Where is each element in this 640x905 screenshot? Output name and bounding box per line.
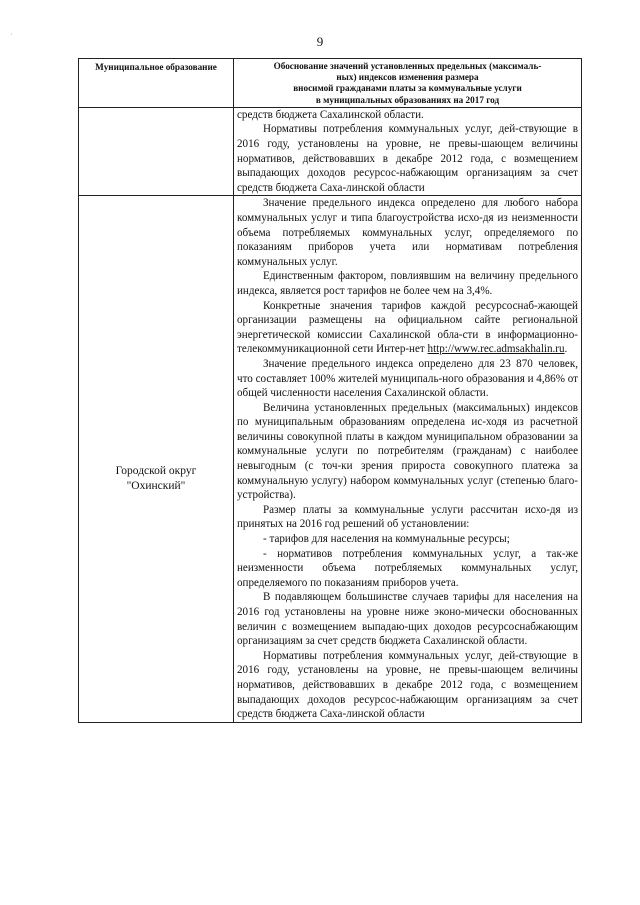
justification-cell: средств бюджета Сахалинской области. Нормативы потребления коммунальных услуг, дей-ствующие в 2016 году, установлены на уровне, не превы-шающем величины нормативов, действовавших в декабре 2012 года, с возмещением выпадающих доходов ресурсос-набжающим организациям за счет средств бюджета Саха-линской области bbox=[234, 107, 582, 196]
rec-website-link[interactable]: http://www.rec.admsakhalin.ru bbox=[427, 343, 565, 356]
table-header-row bbox=[79, 59, 582, 108]
municipality-cell-empty bbox=[79, 107, 234, 196]
table-row bbox=[79, 107, 582, 196]
table-row bbox=[79, 196, 582, 722]
scan-artifact: · bbox=[10, 30, 13, 39]
header-municipality: Муниципальное образование bbox=[79, 59, 234, 108]
justification-table bbox=[78, 58, 582, 723]
municipality-cell: Городской округ "Охинский" bbox=[79, 196, 234, 722]
paragraph-with-link: Конкретные значения тарифов каждой ресурсоснаб-жающей организации размещены на официальном сайте региональной энергетической комиссии Сахалинской обла-сти в информационно-телекоммуникационной сети Интер-нет http://www.rec.admsakhalin.ru. bbox=[237, 299, 578, 356]
page-number: 9 bbox=[316, 34, 324, 49]
header-justification: Обоснование значений установленных предельных (максималь- ных) индексов изменения размера вносимой гражданами платы за коммунальные услуги в муниципальных образованиях на 2017 год bbox=[234, 59, 582, 108]
justification-cell: Значение предельного индекса определено для любого набора коммунальных услуг и типа благоустройства исхо-дя из неизменности объема потребляемых коммунальных услуг, определяемого по показаниям приборов учета или нормативам потребления коммунальных услуг. Единственным фактором, повлиявшим на величину предельного индекса, является рост тарифов не более чем на 3,4%. Конкретные значения тарифов каждой ресурсоснаб-жающей организации размещены на официальном сайте региональной энергетической комиссии Сахалинской обла-сти в информационно-телекоммуникационной сети Интер-нет http://www.rec.admsakhalin.ru. Значение предельного индекса определено для 23 870 человек, что составляет 100% жителей муниципаль-ного образования и 4,86% от общей численности населения Сахалинской области. Величина установленных предельных (максимальных) индексов по муниципальным образованиям определена ис-ходя из расчетной величины совокупной платы в каждом муниципальном образовании за коммунальные услуги по потребителям (гражданам) с наиболее невыгодным (с точ-ки зрения прироста совокупного платежа за коммунальную услугу) набором коммунальных услуг (степенью благо-устройства). Размер платы за коммунальные услуги рассчитан исхо-дя из принятых на 2016 год решений об установлении: - тарифов для населения на коммунальные ресурсы; - нормативов потребления коммунальных услуг, а так-же неизменности объема потребляемых коммунальных услуг, определяемого по показаниям приборов учета. В подавляющем большинстве случаев тарифы для населения на 2016 год установлены на уровне ниже эконо-мически обоснованных величин с возмещением выпадаю-щих доходов ресурсоснабжающим организациям за счет средств бюджета Сахалинской области. Нормативы потребления коммунальных услуг, дей-ствующие в 2016 году, установлены на уровне, не превы-шающем величины нормативов, действовавших в декабре 2012 года, с возмещением выпадающих доходов ресурсос-набжающим организациям за счет средств бюджета Саха-линской области bbox=[234, 196, 582, 722]
